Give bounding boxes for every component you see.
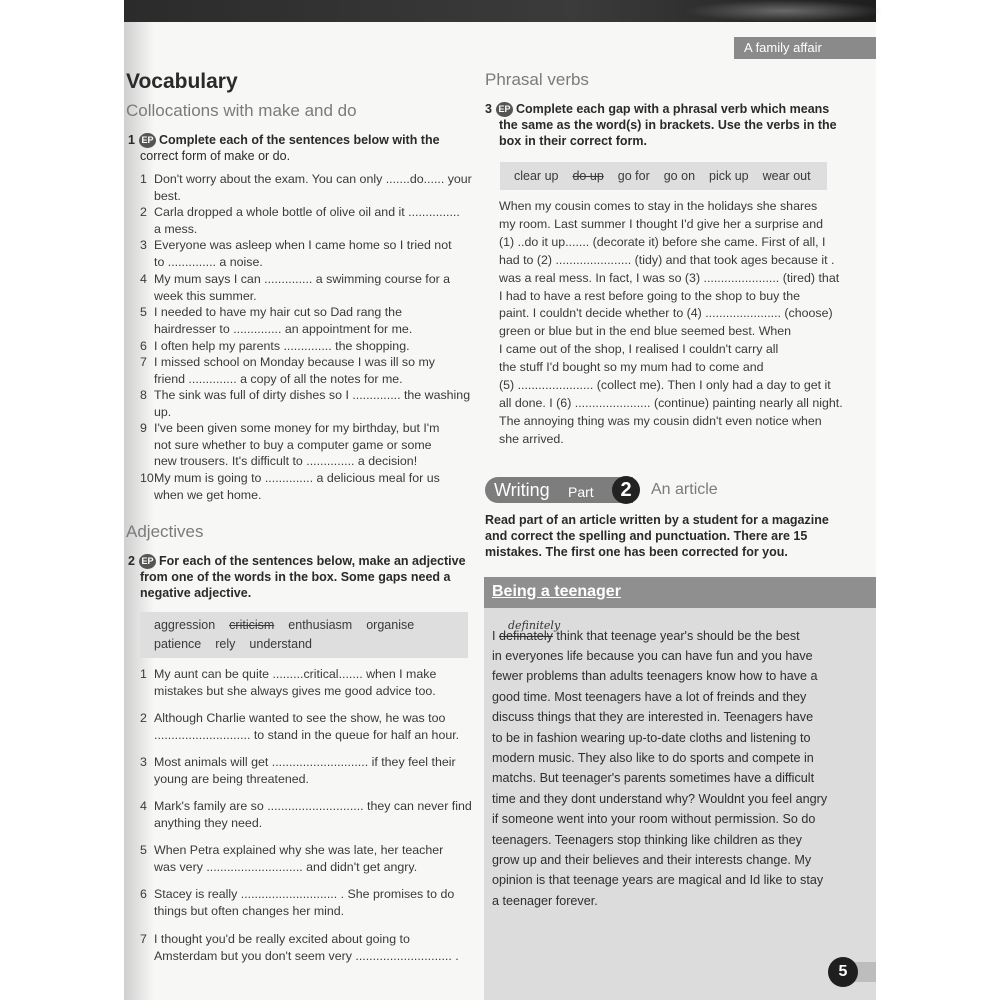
adjectives-heading: Adjectives xyxy=(126,522,204,541)
article-line: a teenager forever. xyxy=(492,893,598,908)
item-text: Stacey is really ............................ . She promises to do xyxy=(154,887,455,901)
text-line: When my cousin comes to stay in the holidays she shares xyxy=(499,199,818,213)
collocations-subheading xyxy=(126,101,357,121)
article-line: time and they dont understand why? Wouldnt you feel angry xyxy=(492,791,828,806)
text-line: was a real mess. In fact, I was so (3) ...................... (tired) that xyxy=(499,270,840,285)
page-number: 5 xyxy=(828,957,858,987)
item-text: was very ............................ and didn't get angry. xyxy=(154,860,418,874)
item-text: My mum is going to .............. a delicious meal for us xyxy=(154,471,440,485)
item-text: Carla dropped a whole bottle of olive oil and it ............... xyxy=(154,205,460,219)
item-number: 9 xyxy=(140,421,147,435)
item-number: 7 xyxy=(140,932,147,946)
text-line: my room. Last summer I thought I'd give her a surprise and xyxy=(499,216,823,231)
phrasal-verbs-heading: Phrasal verbs xyxy=(485,70,589,89)
item-text: week this summer. xyxy=(154,288,257,303)
item-text: up. xyxy=(154,404,172,419)
text-line: (5) ...................... (collect me). Then I only had a day to get it xyxy=(499,378,831,392)
article-line: in everyones life because you can have fun and you have xyxy=(492,649,813,663)
item-text: things but often changes her mind. xyxy=(154,904,345,918)
struck-word: definately xyxy=(499,629,553,643)
article-line: matchs. But teenager's parents sometimes have a difficult xyxy=(492,771,815,786)
item-text: friend .............. a copy of all the notes for me. xyxy=(154,371,403,386)
writing-subtitle: An article xyxy=(651,481,718,498)
item-text: Don't worry about the exam. You can only .......do...... your xyxy=(154,172,472,186)
item-text: young are being threatened. xyxy=(154,772,310,786)
article-line: to be in fashion wearing up-to-date cloths and listening to xyxy=(492,730,811,745)
item-number: 6 xyxy=(140,339,147,353)
article-line: modern music. They also like to do sports and compete in xyxy=(492,751,814,765)
article-line: grow up and their believes and their interests change. My xyxy=(492,853,812,867)
text-line: the stuff I'd bought so my mum had to come and xyxy=(499,360,764,375)
item-number: 1 xyxy=(140,172,147,186)
item-number: 4 xyxy=(140,272,147,286)
item-text: Amsterdam but you don't seem very ............................ . xyxy=(154,949,459,963)
item-text: new trousers. It's difficult to .............. a decision! xyxy=(154,454,418,468)
adjectives-word-box: aggression criticism enthusiasm organise patience rely understand xyxy=(140,612,468,658)
item-text: My aunt can be quite .........critical....... when I make xyxy=(154,667,437,681)
item-number: 4 xyxy=(140,799,147,813)
text-line: I came out of the shop, I realised I couldn't carry all xyxy=(499,342,779,357)
struck-word: do up xyxy=(572,169,604,183)
item-text: ............................ to stand in the queue for half an hour. xyxy=(154,728,460,742)
item-text: when we get home. xyxy=(154,487,262,502)
item-text: I often help my parents .............. the shopping. xyxy=(154,339,410,353)
item-number: 8 xyxy=(140,388,147,402)
item-text: not sure whether to buy a computer game or some xyxy=(154,437,432,452)
article-line: discuss things that they are interested in. Teenagers have xyxy=(492,710,814,725)
exercise-2-instruction: 2 EP For each of the sentences below, make an adjective from one of the words in the box. Some gaps need a negative adjective. xyxy=(128,554,466,600)
article-first-line: I definately think that teenage year's should be the best xyxy=(492,629,800,643)
top-banner xyxy=(124,0,876,22)
article-line: if someone went into your room without permission. So do xyxy=(492,812,816,827)
item-number: 1 xyxy=(140,667,147,681)
ep-icon: EP xyxy=(496,102,513,117)
writing-instruction: Read part of an article written by a student for a magazine and correct the spelling and punctuation. There are 15 mistakes. The first one has been corrected for you. xyxy=(485,513,829,559)
item-text: Most animals will get ............................ if they feel their xyxy=(154,755,456,769)
collocations-subheading-text: Collocations with make and do xyxy=(126,101,357,120)
article-line: good time. Most teenagers have a lot of freinds and they xyxy=(492,689,807,704)
text-line: had to (2) ...................... (tidy) and that took ages because it . xyxy=(499,252,835,267)
article-line: fewer problems than adults teenagers know how to have a xyxy=(492,669,818,684)
item-text: Although Charlie wanted to see the show, he was too xyxy=(154,711,446,725)
text-line: green or blue but in the end blue seemed best. When xyxy=(499,324,792,339)
item-text: My mum says I can .............. a swimming course for a xyxy=(154,272,451,286)
article-title: Being a teenager xyxy=(492,583,621,600)
item-number: 5 xyxy=(140,843,147,857)
item-text: to .............. a noise. xyxy=(154,254,263,269)
item-number: 3 xyxy=(140,755,147,769)
ep-icon: EP xyxy=(139,554,156,569)
ep-icon: EP xyxy=(139,133,156,148)
article-line: teenagers. Teenagers stop thinking like children as they xyxy=(492,832,802,847)
item-text: anything they need. xyxy=(154,816,263,830)
text-line: paint. I couldn't decide whether to (4) ...................... (choose) xyxy=(499,306,833,321)
item-text: best. xyxy=(154,188,181,203)
item-number: 3 xyxy=(140,238,147,252)
section-tag: A family affair xyxy=(734,37,876,59)
struck-word: criticism xyxy=(229,618,275,632)
item-text: The sink was full of dirty dishes so I .............. the washing xyxy=(154,388,471,402)
exercise-3-instruction: 3 EP Complete each gap with a phrasal verb which means the same as the word(s) in brackets. Use the verbs in the box in their correct form. xyxy=(485,102,837,148)
item-text: Everyone was asleep when I came home so I tried not xyxy=(154,238,452,252)
item-text: mistakes but she always gives me good advice too. xyxy=(154,684,436,698)
writing-part-badge: Writing Part xyxy=(485,477,633,503)
vocabulary-heading: Vocabulary xyxy=(126,70,238,93)
text-line: all done. I (6) ...................... (continue) painting nearly all night. xyxy=(499,395,843,410)
item-number: 2 xyxy=(140,711,147,725)
text-line: she arrived. xyxy=(499,431,564,446)
text-line: I had to have a rest before going to the shop to buy the xyxy=(499,288,801,303)
item-number: 7 xyxy=(140,355,147,369)
item-text: I missed school on Monday because I was ill so my xyxy=(154,355,435,369)
phrasal-verbs-word-box: clear up do up go for go on pick up wear out xyxy=(500,162,827,190)
handwritten-correction: definitely xyxy=(508,619,561,632)
part-number-badge: 2 xyxy=(612,476,640,504)
item-number: 10 xyxy=(140,471,154,485)
text-line: The annoying thing was my cousin didn't even notice when xyxy=(499,413,822,428)
item-number: 6 xyxy=(140,887,147,901)
item-text: When Petra explained why she was late, her teacher xyxy=(154,843,444,857)
item-number: 5 xyxy=(140,305,147,319)
exercise-1-instruction: 1 EP Complete each of the sentences below with the correct form of make or do. xyxy=(128,133,440,163)
item-text: Mark's family are so ............................ they can never find xyxy=(154,799,472,813)
text-line: (1) ..do it up....... (decorate it) before she came. First of all, I xyxy=(499,234,826,249)
item-text: I've been given some money for my birthday, but I'm xyxy=(154,421,440,435)
item-text: a mess. xyxy=(154,221,198,236)
item-text: I thought you'd be really excited about going to xyxy=(154,932,410,946)
article-line: opinion is that teenage years are magical and Id like to stay xyxy=(492,873,824,888)
item-number: 2 xyxy=(140,205,147,219)
item-text: I needed to have my hair cut so Dad rang the xyxy=(154,305,402,319)
item-text: hairdresser to .............. an appointment for me. xyxy=(154,321,413,336)
